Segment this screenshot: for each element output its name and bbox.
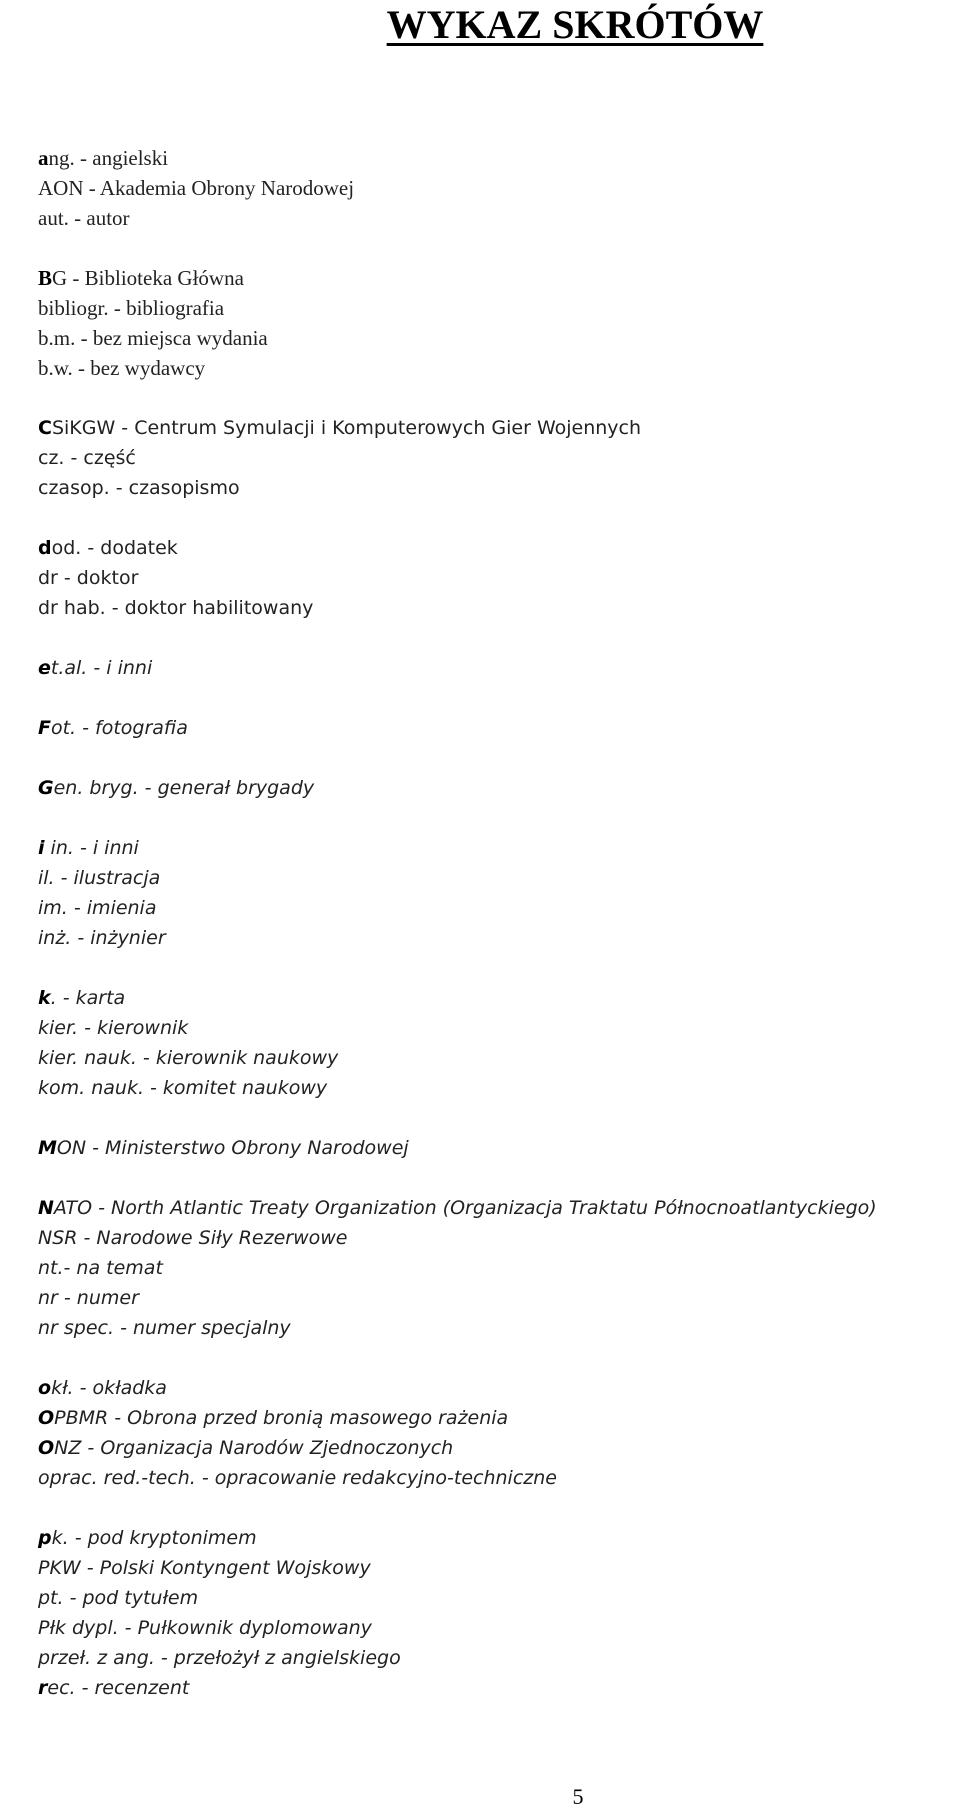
entry-initial: O [38, 1437, 55, 1459]
abbreviation-group [38, 1373, 938, 1493]
abbreviation-entry [38, 443, 938, 473]
abbreviation-entry [38, 983, 938, 1013]
entry-text: im. - imienia [38, 897, 157, 919]
entry-text: en. bryg. - generał brygady [53, 777, 315, 799]
entry-text: kł. - okładka [51, 1377, 167, 1399]
abbreviation-entry [38, 563, 938, 593]
abbreviation-entry [38, 1223, 938, 1253]
abbreviation-group [38, 1523, 938, 1703]
entry-initial: G [38, 777, 54, 799]
abbreviation-entry [38, 293, 938, 323]
entry-text: SiKGW - Centrum Symulacji i Komputerowych Gier Wojennych [51, 417, 642, 439]
entry-initial: N [38, 1197, 54, 1219]
abbreviation-entry [38, 1643, 938, 1673]
entry-text: . - karta [50, 987, 126, 1009]
abbreviation-entry [38, 1523, 938, 1553]
abbreviation-group [38, 1193, 938, 1343]
entry-initial: k [38, 987, 51, 1009]
abbreviation-entry [38, 473, 938, 503]
abbreviation-entry [38, 1613, 938, 1643]
entry-initial: p [38, 1527, 52, 1549]
abbreviation-entry [38, 893, 938, 923]
abbreviation-group [38, 263, 938, 383]
abbreviation-entry [38, 1133, 938, 1163]
entry-text: ATO - North Atlantic Treaty Organization (Organizacja Traktatu Północnoatlantyckiego) [53, 1197, 877, 1219]
abbreviation-group [38, 773, 938, 803]
abbreviation-group [38, 1133, 938, 1163]
abbreviation-entry [38, 1013, 938, 1043]
entry-text: PKW - Polski Kontyngent Wojskowy [38, 1557, 371, 1579]
entry-initial: r [38, 1677, 48, 1699]
abbreviation-entry [38, 143, 938, 173]
entry-text: cz. - część [38, 447, 136, 469]
entry-text: b.m. - bez miejsca wydania [38, 326, 268, 350]
entry-text: czasop. - czasopismo [38, 477, 240, 499]
entry-initial: C [38, 417, 52, 439]
entry-text: inż. - inżynier [38, 927, 166, 949]
entry-text: ON - Ministerstwo Obrony Narodowej [56, 1137, 409, 1159]
entry-initial: o [38, 1377, 52, 1399]
entry-text: kier. nauk. - kierownik naukowy [38, 1047, 339, 1069]
abbreviation-entry [38, 1463, 938, 1493]
page-number: 5 [572, 1784, 584, 1809]
entry-text: nr spec. - numer specjalny [38, 1317, 291, 1339]
abbreviation-entry [38, 323, 938, 353]
abbreviation-entry [38, 1583, 938, 1613]
entry-text: oprac. red.-tech. - opracowanie redakcyjno-techniczne [38, 1467, 557, 1489]
entry-text: PBMR - Obrona przed bronią masowego rażenia [54, 1407, 509, 1429]
abbreviation-entry [38, 593, 938, 623]
entry-text: ec. - recenzent [47, 1677, 190, 1699]
entry-text: il. - ilustracja [38, 867, 161, 889]
abbreviation-group [38, 143, 938, 233]
abbreviation-entry [38, 653, 938, 683]
abbreviation-entry [38, 1193, 938, 1223]
abbreviation-entry [38, 713, 938, 743]
entry-text: przeł. z ang. - przełożył z angielskiego [38, 1647, 401, 1669]
entry-text: ot. - fotografia [50, 717, 188, 739]
abbreviation-entry [38, 1253, 938, 1283]
entry-initial: M [38, 1137, 57, 1159]
abbreviation-entry [38, 1553, 938, 1583]
abbreviation-entry [38, 1673, 938, 1703]
entry-text: dr hab. - doktor habilitowany [38, 597, 314, 619]
entry-initial: e [38, 657, 51, 679]
abbreviation-group [38, 413, 938, 503]
entry-text: ng. - angielski [48, 146, 169, 170]
entry-text: od. - dodatek [51, 537, 178, 559]
entry-text: Płk dypl. - Pułkownik dyplomowany [38, 1617, 372, 1639]
entry-initial: a [38, 146, 49, 170]
abbreviation-entry [38, 413, 938, 443]
abbreviation-entry [38, 1313, 938, 1343]
entry-text: G - Biblioteka Główna [52, 266, 244, 290]
entry-text: nt.- na temat [38, 1257, 163, 1279]
abbreviation-entry [38, 533, 938, 563]
page-title: WYKAZ SKRÓTÓW [386, 2, 764, 47]
abbreviation-group [38, 533, 938, 623]
abbreviation-list [38, 143, 938, 1733]
abbreviation-entry [38, 1043, 938, 1073]
entry-text: bibliogr. - bibliografia [38, 296, 225, 320]
entry-text: kom. nauk. - komitet naukowy [38, 1077, 328, 1099]
entry-text: nr - numer [38, 1287, 139, 1309]
abbreviation-group [38, 653, 938, 683]
entry-initial: O [38, 1407, 55, 1429]
abbreviation-entry [38, 1373, 938, 1403]
abbreviation-entry [38, 1283, 938, 1313]
abbreviation-group [38, 713, 938, 743]
entry-text: b.w. - bez wydawcy [38, 356, 206, 380]
abbreviation-entry [38, 1073, 938, 1103]
entry-text: NSR - Narodowe Siły Rezerwowe [38, 1227, 348, 1249]
entry-initial: B [38, 266, 53, 290]
entry-text: AON - Akademia Obrony Narodowej [38, 176, 355, 200]
entry-initial: F [38, 717, 51, 739]
abbreviation-group [38, 983, 938, 1103]
abbreviation-group [38, 833, 938, 953]
entry-text: aut. - autor [38, 206, 130, 230]
entry-text: kier. - kierownik [38, 1017, 189, 1039]
entry-text: in. - i inni [44, 837, 139, 859]
abbreviation-entry [38, 923, 938, 953]
abbreviation-entry [38, 353, 938, 383]
abbreviation-entry [38, 173, 938, 203]
entry-initial: i [38, 837, 45, 859]
abbreviation-entry [38, 203, 938, 233]
entry-initial: d [38, 537, 52, 559]
entry-text: t.al. - i inni [50, 657, 153, 679]
abbreviation-entry [38, 773, 938, 803]
abbreviation-entry [38, 863, 938, 893]
entry-text: NZ - Organizacja Narodów Zjednoczonych [54, 1437, 454, 1459]
entry-text: dr - doktor [38, 567, 139, 589]
abbreviation-entry [38, 833, 938, 863]
abbreviation-entry [38, 1403, 938, 1433]
entry-text: k. - pod kryptonimem [51, 1527, 257, 1549]
entry-text: pt. - pod tytułem [38, 1587, 199, 1609]
abbreviation-entry [38, 1433, 938, 1463]
abbreviation-entry [38, 263, 938, 293]
